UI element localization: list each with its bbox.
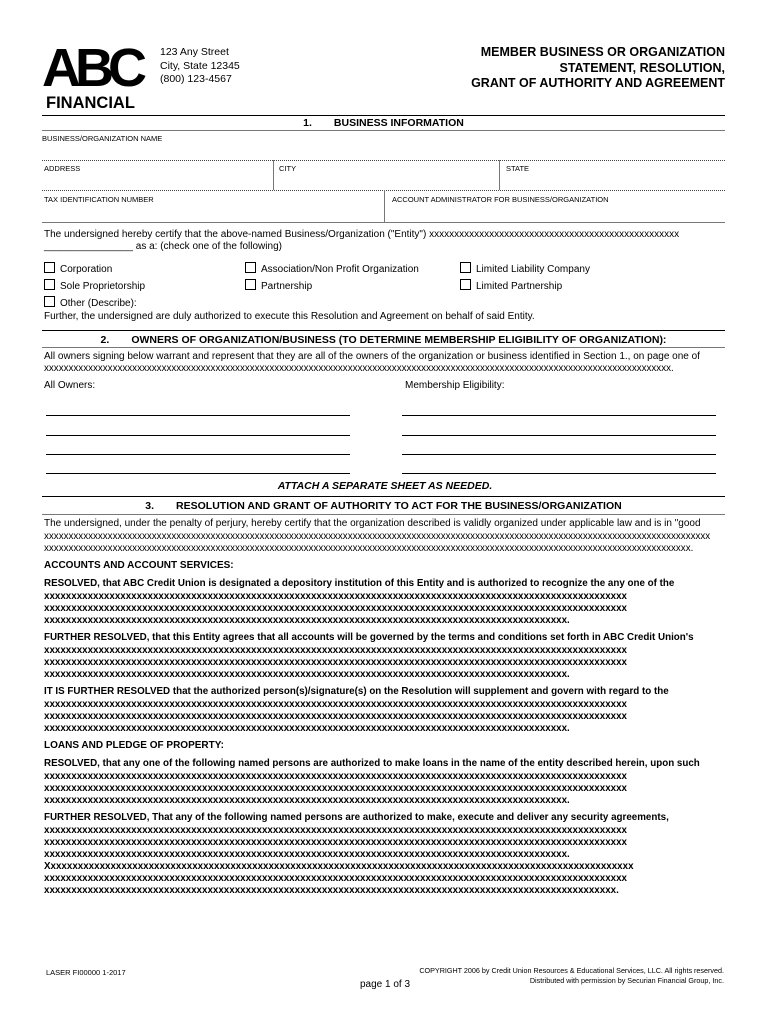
authorization-statement: Further, the undersigned are duly authorized to execute this Resolution and Agreement on behalf of said Entity. [44, 311, 535, 322]
further-resolved-security-filler-4: Xxxxxxxxxxxxxxxxxxxxxxxxxxxxxxxxxxxxxxxxxxxxxxxxxxxxxxxxxxxxxxxxxxxxxxxxxxxxxxxxxxxxxxxxxxxxxxxxxxxxxxxxxxxx [44, 861, 634, 872]
owners-intro: All owners signing below warrant and represent that they are all of the owners of the organization or business identified in Section 1., on page one of [44, 351, 700, 362]
section2-bottom-rule [42, 347, 725, 348]
address-city-divider [273, 160, 274, 190]
owner-line-2[interactable] [46, 435, 350, 436]
section1-bottom-rule [42, 130, 725, 131]
sole-proprietorship-label: Sole Proprietorship [60, 281, 146, 292]
loans-heading: LOANS AND PLEDGE OF PROPERTY: [44, 740, 225, 751]
partnership-checkbox[interactable] [245, 279, 256, 290]
further-resolved-accounts-filler-3: xxxxxxxxxxxxxxxxxxxxxxxxxxxxxxxxxxxxxxxxxxxxxxxxxxxxxxxxxxxxxxxxxxxxxxxxxxxxxxxxxxxxxxxxxxxxxxxx. [44, 669, 570, 680]
membership-eligibility-label: Membership Eligibility: [405, 380, 505, 391]
credit-union-address [160, 46, 240, 87]
tax-id-row-field[interactable] [42, 222, 725, 223]
owner-line-3[interactable] [46, 454, 350, 455]
business-name-field[interactable] [42, 160, 725, 161]
section1-number: 1. [303, 117, 312, 129]
section3-bottom-rule [42, 514, 725, 515]
resolved-depository-filler-2: xxxxxxxxxxxxxxxxxxxxxxxxxxxxxxxxxxxxxxxxxxxxxxxxxxxxxxxxxxxxxxxxxxxxxxxxxxxxxxxxxxxxxxxxxxxxxxxxxxxxxxxxxxx [44, 603, 627, 614]
section2-top-rule [42, 330, 725, 331]
resolved-depository-filler-3: xxxxxxxxxxxxxxxxxxxxxxxxxxxxxxxxxxxxxxxxxxxxxxxxxxxxxxxxxxxxxxxxxxxxxxxxxxxxxxxxxxxxxxxxxxxxxxxx. [44, 615, 570, 626]
copyright-notice [419, 966, 724, 986]
section3-heading [42, 500, 725, 512]
further-resolved-signatures-filler-1: xxxxxxxxxxxxxxxxxxxxxxxxxxxxxxxxxxxxxxxxxxxxxxxxxxxxxxxxxxxxxxxxxxxxxxxxxxxxxxxxxxxxxxxxxxxxxxxxxxxxxxxxxxx [44, 699, 627, 710]
eligibility-line-1[interactable] [402, 415, 716, 416]
section2-number: 2. [100, 334, 110, 346]
attach-sheet-note: ATTACH A SEPARATE SHEET AS NEEDED. [277, 480, 493, 492]
further-resolved-accounts-filler-2: xxxxxxxxxxxxxxxxxxxxxxxxxxxxxxxxxxxxxxxxxxxxxxxxxxxxxxxxxxxxxxxxxxxxxxxxxxxxxxxxxxxxxxxxxxxxxxxxxxxxxxxxxxx [44, 657, 627, 668]
owners-intro-filler: xxxxxxxxxxxxxxxxxxxxxxxxxxxxxxxxxxxxxxxxxxxxxxxxxxxxxxxxxxxxxxxxxxxxxxxxxxxxxxxxxxxxxxxxxxxxxxxxxxxxxxxxxxxxxxxxxxxxxxxxxxxxxxxx. [44, 363, 674, 374]
logo-letters: ABC [42, 38, 141, 98]
resolved-depository-filler-1: xxxxxxxxxxxxxxxxxxxxxxxxxxxxxxxxxxxxxxxxxxxxxxxxxxxxxxxxxxxxxxxxxxxxxxxxxxxxxxxxxxxxxxxxxxxxxxxxxxxxxxxxxxx [44, 591, 627, 602]
other-label: Other (Describe): [60, 298, 137, 309]
llc-label: Limited Liability Company [476, 264, 590, 275]
address-line-1: 123 Any Street [160, 46, 229, 58]
page-number: page 1 of 3 [359, 979, 411, 990]
document-title [425, 45, 725, 92]
logo-word: FINANCIAL [46, 94, 135, 110]
sole-proprietorship-checkbox[interactable] [44, 279, 55, 290]
other-checkbox[interactable] [44, 296, 55, 307]
resolution-intro-filler-1: xxxxxxxxxxxxxxxxxxxxxxxxxxxxxxxxxxxxxxxxxxxxxxxxxxxxxxxxxxxxxxxxxxxxxxxxxxxxxxxxxxxxxxxxxxxxxxxxxxxxxxxxxxxxxxxxxxxxxxxxxxxxxxxxxxxxxxxx [44, 531, 711, 542]
association-checkbox[interactable] [245, 262, 256, 273]
abc-financial-logo [40, 38, 152, 110]
resolved-depository: RESOLVED, that ABC Credit Union is designated a depository institution of this Entity and is authorized to recognize the any one of the [44, 578, 675, 589]
option-partnership[interactable] [245, 279, 312, 294]
resolution-intro: The undersigned, under the penalty of perjury, hereby certify that the organization described is validly organized under applicable law and is in "good [44, 518, 701, 529]
further-resolved-signatures-filler-2: xxxxxxxxxxxxxxxxxxxxxxxxxxxxxxxxxxxxxxxxxxxxxxxxxxxxxxxxxxxxxxxxxxxxxxxxxxxxxxxxxxxxxxxxxxxxxxxxxxxxxxxxxxx [44, 711, 627, 722]
partnership-label: Partnership [261, 281, 313, 292]
option-corporation[interactable] [44, 262, 112, 277]
limited-partnership-checkbox[interactable] [460, 279, 471, 290]
resolved-loans-filler-2: xxxxxxxxxxxxxxxxxxxxxxxxxxxxxxxxxxxxxxxxxxxxxxxxxxxxxxxxxxxxxxxxxxxxxxxxxxxxxxxxxxxxxxxxxxxxxxxxxxxxxxxxxxx [44, 783, 627, 794]
city-state-divider [499, 160, 500, 190]
section3-top-rule [42, 496, 725, 497]
further-resolved-security-filler-2: xxxxxxxxxxxxxxxxxxxxxxxxxxxxxxxxxxxxxxxxxxxxxxxxxxxxxxxxxxxxxxxxxxxxxxxxxxxxxxxxxxxxxxxxxxxxxxxxxxxxxxxxxxx [44, 837, 627, 848]
section1-top-rule [42, 115, 725, 116]
eligibility-line-4[interactable] [402, 473, 716, 474]
llc-checkbox[interactable] [460, 262, 471, 273]
section2-heading [42, 334, 725, 346]
option-association[interactable] [245, 262, 419, 277]
title-line-3: GRANT OF AUTHORITY AND AGREEMENT [471, 76, 725, 90]
association-label: Association/Non Profit Organization [261, 264, 419, 275]
copyright-line-2: Distributed with permission by Securian Financial Group, Inc. [529, 976, 724, 985]
resolution-intro-filler-2: xxxxxxxxxxxxxxxxxxxxxxxxxxxxxxxxxxxxxxxxxxxxxxxxxxxxxxxxxxxxxxxxxxxxxxxxxxxxxxxxxxxxxxxxxxxxxxxxxxxxxxxxxxxxxxxxxxxxxxxxxxxxxxxxxxxx. [44, 543, 694, 554]
address-label: ADDRESS [44, 164, 81, 173]
further-resolved-security-filler-6: xxxxxxxxxxxxxxxxxxxxxxxxxxxxxxxxxxxxxxxxxxxxxxxxxxxxxxxxxxxxxxxxxxxxxxxxxxxxxxxxxxxxxxxxxxxxxxxxxxxxxxxxx. [44, 885, 619, 896]
resolved-loans-filler-1: xxxxxxxxxxxxxxxxxxxxxxxxxxxxxxxxxxxxxxxxxxxxxxxxxxxxxxxxxxxxxxxxxxxxxxxxxxxxxxxxxxxxxxxxxxxxxxxxxxxxxxxxxxx [44, 771, 627, 782]
section3-number: 3. [145, 500, 155, 512]
certify-statement-line-1: The undersigned hereby certify that the above-named Business/Organization ("Entity") xxxxxxxxxxxxxxxxxxxxxxxxxxxxxxxxxxxxxxxxxxxxxxxxxx [44, 229, 680, 240]
further-resolved-accounts: FURTHER RESOLVED, that this Entity agrees that all accounts will be governed by the terms and conditions set forth in ABC Credit Union's [44, 632, 694, 643]
option-sole-proprietorship[interactable] [44, 279, 145, 294]
section2-title: OWNERS OF ORGANIZATION/BUSINESS (TO DETERMINE MEMBERSHIP ELIGIBILITY OF ORGANIZATION): [131, 334, 667, 346]
title-line-2: STATEMENT, RESOLUTION, [559, 60, 725, 75]
limited-partnership-label: Limited Partnership [476, 281, 563, 292]
option-other[interactable] [44, 296, 137, 311]
title-line-1: MEMBER BUSINESS OR ORGANIZATION [480, 45, 725, 59]
account-admin-label: ACCOUNT ADMINISTRATOR FOR BUSINESS/ORGANIZATION [392, 195, 609, 204]
section1-heading [42, 117, 725, 129]
taxid-admin-divider [384, 190, 385, 222]
eligibility-line-2[interactable] [402, 435, 716, 436]
section3-title: RESOLUTION AND GRANT OF AUTHORITY TO ACT FOR THE BUSINESS/ORGANIZATION [176, 500, 622, 512]
accounts-heading: ACCOUNTS AND ACCOUNT SERVICES: [44, 560, 234, 571]
business-name-label: BUSINESS/ORGANIZATION NAME [42, 134, 163, 143]
further-resolved-security-filler-1: xxxxxxxxxxxxxxxxxxxxxxxxxxxxxxxxxxxxxxxxxxxxxxxxxxxxxxxxxxxxxxxxxxxxxxxxxxxxxxxxxxxxxxxxxxxxxxxxxxxxxxxxxxx [44, 825, 627, 836]
corporation-label: Corporation [60, 264, 113, 275]
owner-line-1[interactable] [46, 415, 350, 416]
copyright-line-1: COPYRIGHT 2006 by Credit Union Resources & Educational Services, LLC. All rights reserved. [419, 966, 724, 975]
tax-id-label: TAX IDENTIFICATION NUMBER [44, 195, 154, 204]
state-label: STATE [506, 164, 530, 173]
eligibility-line-3[interactable] [402, 454, 716, 455]
resolved-loans-filler-3: xxxxxxxxxxxxxxxxxxxxxxxxxxxxxxxxxxxxxxxxxxxxxxxxxxxxxxxxxxxxxxxxxxxxxxxxxxxxxxxxxxxxxxxxxxxxxxxx. [44, 795, 570, 806]
all-owners-label: All Owners: [44, 380, 96, 391]
address-line-2: City, State 12345 [160, 59, 240, 72]
further-resolved-signatures: IT IS FURTHER RESOLVED that the authorized person(s)/signature(s) on the Resolution will supplement and govern with regard to the [44, 686, 669, 697]
option-limited-partnership[interactable] [460, 279, 562, 294]
further-resolved-accounts-filler-1: xxxxxxxxxxxxxxxxxxxxxxxxxxxxxxxxxxxxxxxxxxxxxxxxxxxxxxxxxxxxxxxxxxxxxxxxxxxxxxxxxxxxxxxxxxxxxxxxxxxxxxxxxxx [44, 645, 627, 656]
further-resolved-security-filler-3: xxxxxxxxxxxxxxxxxxxxxxxxxxxxxxxxxxxxxxxxxxxxxxxxxxxxxxxxxxxxxxxxxxxxxxxxxxxxxxxxxxxxxxxxxxxxxxxx. [44, 849, 570, 860]
further-resolved-security-filler-5: xxxxxxxxxxxxxxxxxxxxxxxxxxxxxxxxxxxxxxxxxxxxxxxxxxxxxxxxxxxxxxxxxxxxxxxxxxxxxxxxxxxxxxxxxxxxxxxxxxxxxxxxxxx [44, 873, 627, 884]
city-label: CITY [279, 164, 297, 173]
section1-title: BUSINESS INFORMATION [333, 117, 464, 129]
address-phone: (800) 123-4567 [160, 73, 232, 85]
further-resolved-signatures-filler-3: xxxxxxxxxxxxxxxxxxxxxxxxxxxxxxxxxxxxxxxxxxxxxxxxxxxxxxxxxxxxxxxxxxxxxxxxxxxxxxxxxxxxxxxxxxxxxxxx. [44, 723, 570, 734]
option-llc[interactable] [460, 262, 590, 277]
corporation-checkbox[interactable] [44, 262, 55, 273]
certify-statement-line-2: ________________ as a: (check one of the following) [44, 241, 282, 252]
form-id: LASER FI00000 1-2017 [46, 968, 126, 977]
owner-line-4[interactable] [46, 473, 350, 474]
resolved-loans: RESOLVED, that any one of the following named persons are authorized to make loans in the name of the entity described herein, upon such [44, 758, 700, 769]
further-resolved-security: FURTHER RESOLVED, That any of the following named persons are authorized to make, execute and deliver any security agreements, [44, 812, 669, 823]
